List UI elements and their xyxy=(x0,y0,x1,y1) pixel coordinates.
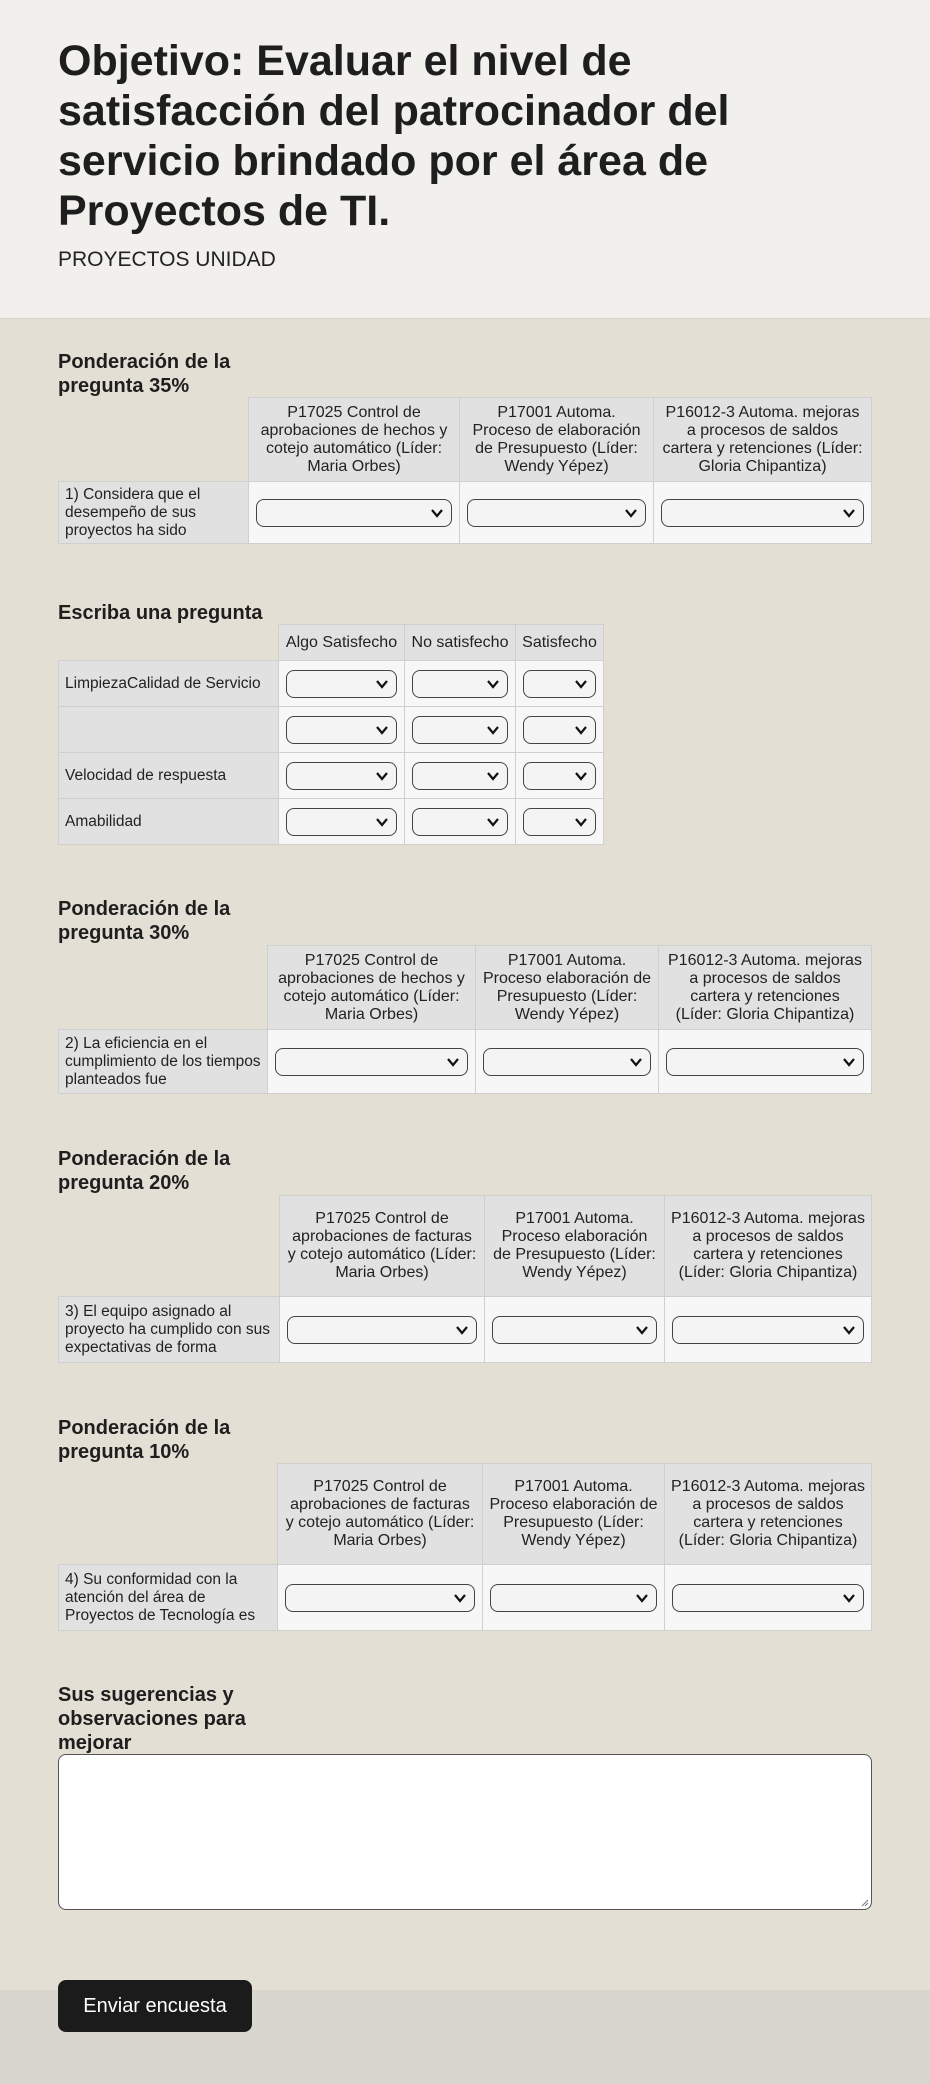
q2-cell xyxy=(659,1030,872,1094)
q2-corner xyxy=(59,946,268,1030)
q4-cell xyxy=(483,1565,665,1631)
chevron-down-icon xyxy=(487,724,499,736)
extra-row-label: Amabilidad xyxy=(59,799,279,845)
chevron-down-icon xyxy=(630,1056,642,1068)
q3-title: Ponderación de la pregunta 20% xyxy=(58,1148,231,1194)
extra-column-header: No satisfecho xyxy=(405,625,516,661)
q1-dropdown-2[interactable] xyxy=(467,499,646,527)
extra-cell xyxy=(279,753,405,799)
q4-dropdown-1[interactable] xyxy=(285,1584,475,1612)
q1-column-header: P16012-3 Automa. mejoras a procesos de saldos cartera y retenciones (Líder: Gloria Chipantiza) xyxy=(654,398,872,482)
resize-grip-icon[interactable] xyxy=(859,1897,869,1907)
extra-row-label: Velocidad de respuesta xyxy=(59,753,279,799)
chevron-down-icon xyxy=(487,816,499,828)
extra-cell xyxy=(516,661,604,707)
q2-dropdown-3[interactable] xyxy=(666,1048,864,1076)
extra-dropdown[interactable] xyxy=(523,716,596,744)
q4-column-header: P17025 Control de aprobaciones de facturas y cotejo automático (Líder: Maria Orbes) xyxy=(278,1464,483,1565)
chevron-down-icon xyxy=(431,507,443,519)
extra-dropdown[interactable] xyxy=(412,762,508,790)
q4-dropdown-3[interactable] xyxy=(672,1584,864,1612)
q3-cell xyxy=(485,1297,665,1363)
chevron-down-icon xyxy=(376,770,388,782)
q4-corner xyxy=(59,1464,278,1565)
extra-question-title: Escriba una pregunta xyxy=(58,602,263,624)
q1-dropdown-3[interactable] xyxy=(661,499,864,527)
extra-cell xyxy=(279,799,405,845)
extra-dropdown[interactable] xyxy=(412,808,508,836)
chevron-down-icon xyxy=(625,507,637,519)
q4-cell xyxy=(665,1565,872,1631)
q3-column-header: P17001 Automa. Proceso elaboración de Presupuesto (Líder: Wendy Yépez) xyxy=(485,1196,665,1297)
extra-cell xyxy=(516,753,604,799)
q4-cell xyxy=(278,1565,483,1631)
extra-dropdown[interactable] xyxy=(412,670,508,698)
chevron-down-icon xyxy=(575,770,587,782)
q4-row-label: 4) Su conformidad con la atención del área de Proyectos de Tecnología es xyxy=(59,1565,278,1631)
q3-column-header: P17025 Control de aprobaciones de facturas y cotejo automático (Líder: Maria Orbes) xyxy=(280,1196,485,1297)
extra-row-label xyxy=(59,707,279,753)
extra-dropdown[interactable] xyxy=(286,716,397,744)
chevron-down-icon xyxy=(636,1592,648,1604)
q1-row-label: 1) Considera que el desempeño de sus proyectos ha sido xyxy=(59,482,249,544)
q2-dropdown-1[interactable] xyxy=(275,1048,468,1076)
q1-cell xyxy=(249,482,460,544)
extra-column-header: Algo Satisfecho xyxy=(279,625,405,661)
chevron-down-icon xyxy=(636,1324,648,1336)
extra-column-header: Satisfecho xyxy=(516,625,604,661)
q2-column-header: P17001 Automa. Proceso elaboración de Presupuesto (Líder: Wendy Yépez) xyxy=(476,946,659,1030)
extra-dropdown[interactable] xyxy=(523,808,596,836)
extra-cell xyxy=(405,661,516,707)
chevron-down-icon xyxy=(376,816,388,828)
form-subtitle: PROYECTOS UNIDAD xyxy=(58,248,276,271)
extra-cell xyxy=(405,707,516,753)
q2-cell xyxy=(268,1030,476,1094)
chevron-down-icon xyxy=(843,1324,855,1336)
q1-cell xyxy=(460,482,654,544)
q3-row-label: 3) El equipo asignado al proyecto ha cumplido con sus expectativas de forma xyxy=(59,1297,280,1363)
q3-cell xyxy=(280,1297,485,1363)
q3-cell xyxy=(665,1297,872,1363)
extra-corner xyxy=(59,625,279,661)
q2-title: Ponderación de la pregunta 30% xyxy=(58,898,231,944)
extra-dropdown[interactable] xyxy=(286,670,397,698)
extra-dropdown[interactable] xyxy=(523,762,596,790)
extra-dropdown[interactable] xyxy=(286,762,397,790)
chevron-down-icon xyxy=(487,770,499,782)
q1-dropdown-1[interactable] xyxy=(256,499,452,527)
extra-cell xyxy=(516,799,604,845)
extra-cell xyxy=(405,753,516,799)
extra-dropdown[interactable] xyxy=(286,808,397,836)
q4-dropdown-2[interactable] xyxy=(490,1584,657,1612)
chevron-down-icon xyxy=(843,1592,855,1604)
chevron-down-icon xyxy=(575,816,587,828)
submit-survey-button[interactable]: Enviar encuesta xyxy=(58,1980,252,2032)
q1-column-header: P17025 Control de aprobaciones de hechos y cotejo automático (Líder: Maria Orbes) xyxy=(249,398,460,482)
chevron-down-icon xyxy=(376,678,388,690)
q2-column-header: P16012-3 Automa. mejoras a procesos de saldos cartera y retenciones (Líder: Gloria Chipantiza) xyxy=(659,946,872,1030)
chevron-down-icon xyxy=(447,1056,459,1068)
chevron-down-icon xyxy=(843,1056,855,1068)
q2-matrix xyxy=(58,945,872,1094)
q3-column-header: P16012-3 Automa. mejoras a procesos de saldos cartera y retenciones (Líder: Gloria Chipantiza) xyxy=(665,1196,872,1297)
q2-row-label: 2) La eficiencia en el cumplimiento de los tiempos planteados fue xyxy=(59,1030,268,1094)
chevron-down-icon xyxy=(487,678,499,690)
q4-matrix xyxy=(58,1463,872,1631)
form-header xyxy=(0,0,930,319)
extra-cell xyxy=(279,707,405,753)
chevron-down-icon xyxy=(454,1592,466,1604)
extra-cell xyxy=(516,707,604,753)
q1-title: Ponderación de la pregunta 35% xyxy=(58,351,231,397)
q3-dropdown-1[interactable] xyxy=(287,1316,477,1344)
extra-question-matrix xyxy=(58,624,604,845)
q2-cell xyxy=(476,1030,659,1094)
suggestions-textarea[interactable] xyxy=(58,1754,872,1910)
q4-title: Ponderación de la pregunta 10% xyxy=(58,1417,231,1463)
q3-matrix xyxy=(58,1195,872,1363)
q1-corner xyxy=(59,398,249,482)
chevron-down-icon xyxy=(456,1324,468,1336)
extra-dropdown[interactable] xyxy=(412,716,508,744)
q3-corner xyxy=(59,1196,280,1297)
suggestions-label: Sus sugerencias y observaciones para mejorar xyxy=(58,1684,246,1754)
form-title: Objetivo: Evaluar el nivel de satisfacción del patrocinador del servicio brindado por el área de Proyectos de TI. xyxy=(58,37,730,235)
q1-cell xyxy=(654,482,872,544)
chevron-down-icon xyxy=(376,724,388,736)
chevron-down-icon xyxy=(575,724,587,736)
q2-column-header: P17025 Control de aprobaciones de hechos y cotejo automático (Líder: Maria Orbes) xyxy=(268,946,476,1030)
chevron-down-icon xyxy=(843,507,855,519)
q2-dropdown-2[interactable] xyxy=(483,1048,651,1076)
q1-matrix xyxy=(58,397,872,544)
extra-cell xyxy=(279,661,405,707)
q3-dropdown-2[interactable] xyxy=(492,1316,657,1344)
q3-dropdown-3[interactable] xyxy=(672,1316,864,1344)
q1-column-header: P17001 Automa. Proceso de elaboración de Presupuesto (Líder: Wendy Yépez) xyxy=(460,398,654,482)
extra-row-label: LimpiezaCalidad de Servicio xyxy=(59,661,279,707)
extra-cell xyxy=(405,799,516,845)
chevron-down-icon xyxy=(575,678,587,690)
q4-column-header: P16012-3 Automa. mejoras a procesos de saldos cartera y retenciones (Líder: Gloria Chipantiza) xyxy=(665,1464,872,1565)
q4-column-header: P17001 Automa. Proceso elaboración de Presupuesto (Líder: Wendy Yépez) xyxy=(483,1464,665,1565)
extra-dropdown[interactable] xyxy=(523,670,596,698)
